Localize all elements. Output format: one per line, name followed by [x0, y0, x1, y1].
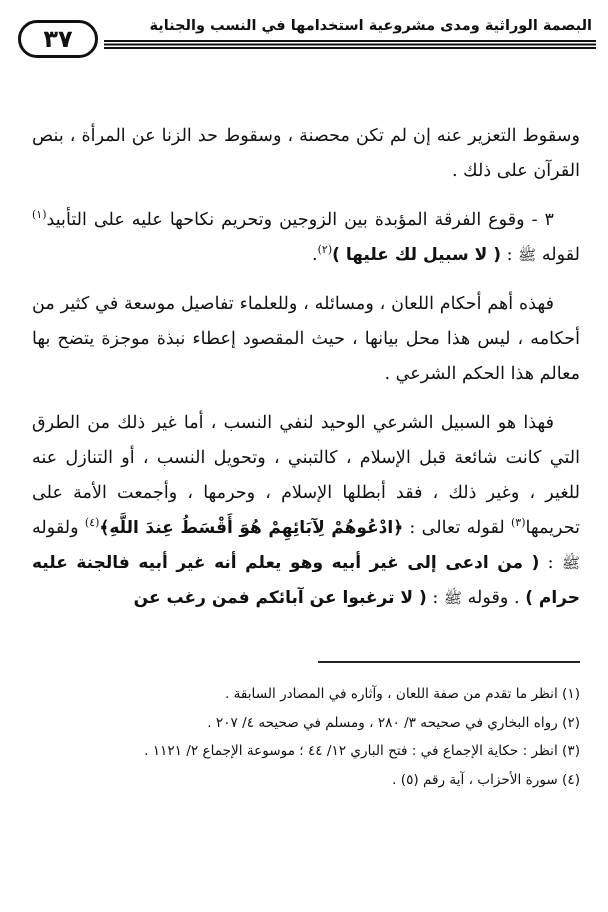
footnote-2: (٢) رواه البخاري في صحيحه ٣/ ٢٨٠ ، ومسلم في صحيحه ٤/ ٢٠٧ . — [207, 714, 580, 731]
footnote-4: (٤) سورة الأحزاب ، آية رقم (٥) . — [392, 771, 580, 788]
paragraph-4-text: فهذا هو السبيل الشرعي الوحيد لنفي النسب ، أما غير ذلك من الطرق التي كانت شائعة قبل الإسلام ، كالتبني ، وتحويل النسب ، أو التنازل عنه للغير ، وغير ذلك ، فقد أبطلها الإسلام ، وحرمها ، وأجمعت الأمة على تحريمها — [32, 413, 580, 538]
paragraph-4-sep-2: : — [426, 588, 444, 608]
page-header — [14, 16, 596, 72]
paragraph-4-connector: لقوله تعالى : — [403, 518, 511, 538]
paragraph-1: وسقوط التعزير عنه إن لم تكن محصنة ، وسقوط حد الزنا عن المرأة ، بنص القرآن على ذلك . — [32, 126, 580, 181]
page-number-badge: ٣٧ — [18, 20, 98, 58]
quran-verse: ﴿ادْعُوهُمْ لِآبَائِهِمْ هُوَ أَقْسَطُ عِندَ اللَّهِ﴾ — [99, 518, 404, 538]
salawat-symbol-2: ﷺ — [561, 554, 580, 572]
main-text — [32, 119, 580, 630]
paragraph-4 — [32, 406, 580, 616]
paragraph-2 — [32, 203, 580, 273]
paragraph-2-text: ٣ - وقوع الفرقة المؤبدة بين الزوجين وتحريم نكاحها عليه على التأبيد — [46, 210, 554, 230]
footnotes — [32, 680, 580, 794]
footnote-ref-1: (١) — [32, 208, 47, 222]
hadith-quote: ( لا سبيل لك عليها ) — [332, 245, 501, 265]
footnote-ref-3: (٣) — [510, 516, 526, 530]
footnote-ref-2: (٢) — [317, 243, 333, 257]
salawat-symbol: ﷺ — [518, 246, 537, 264]
paragraph-3: فهذه أهم أحكام اللعان ، ومسائله ، وللعلماء تفاصيل موسعة في كثير من أحكامه ، ليس هذا محل بيانها ، حيث المقصود إعطاء نبذة موجزة يتضح بها معالم هذا الحكم الشرعي . — [32, 294, 580, 384]
header-rule — [104, 40, 596, 51]
paragraph-4-connector-2: ولقوله — [32, 518, 85, 538]
footnote-ref-4: (٤) — [84, 516, 100, 530]
footnote-3: (٣) انظر : حكاية الإجماع في : فتح الباري ١٢/ ٤٤ ؛ موسوعة الإجماع ٢/ ١١٢١ . — [144, 743, 580, 759]
hadith-quote-2: ( لا ترغبوا عن آبائكم فمن رغب عن — [133, 588, 427, 608]
paragraph-4-connector-3: . وقوله — [462, 588, 526, 608]
paragraph-2-connector: لقوله — [536, 245, 580, 265]
salawat-symbol-3: ﷺ — [443, 589, 463, 607]
hadith-quote-1: ( من ادعى إلى غير أبيه وهو يعلم أنه غير أبيه فالجنة عليه حرام ) — [32, 553, 580, 608]
footnote-separator — [318, 661, 580, 663]
paragraph-4-sep: : — [539, 553, 562, 573]
footnote-1: (١) انظر ما تقدم من صفة اللعان ، وآثاره في المصادر السابقة . — [224, 686, 580, 702]
running-title: البصمة الوراثية ومدى مشروعية استخدامها في النسب والجناية — [149, 18, 592, 34]
paragraph-2-end: . — [312, 245, 318, 265]
paragraph-2-sep: : — [501, 245, 519, 265]
